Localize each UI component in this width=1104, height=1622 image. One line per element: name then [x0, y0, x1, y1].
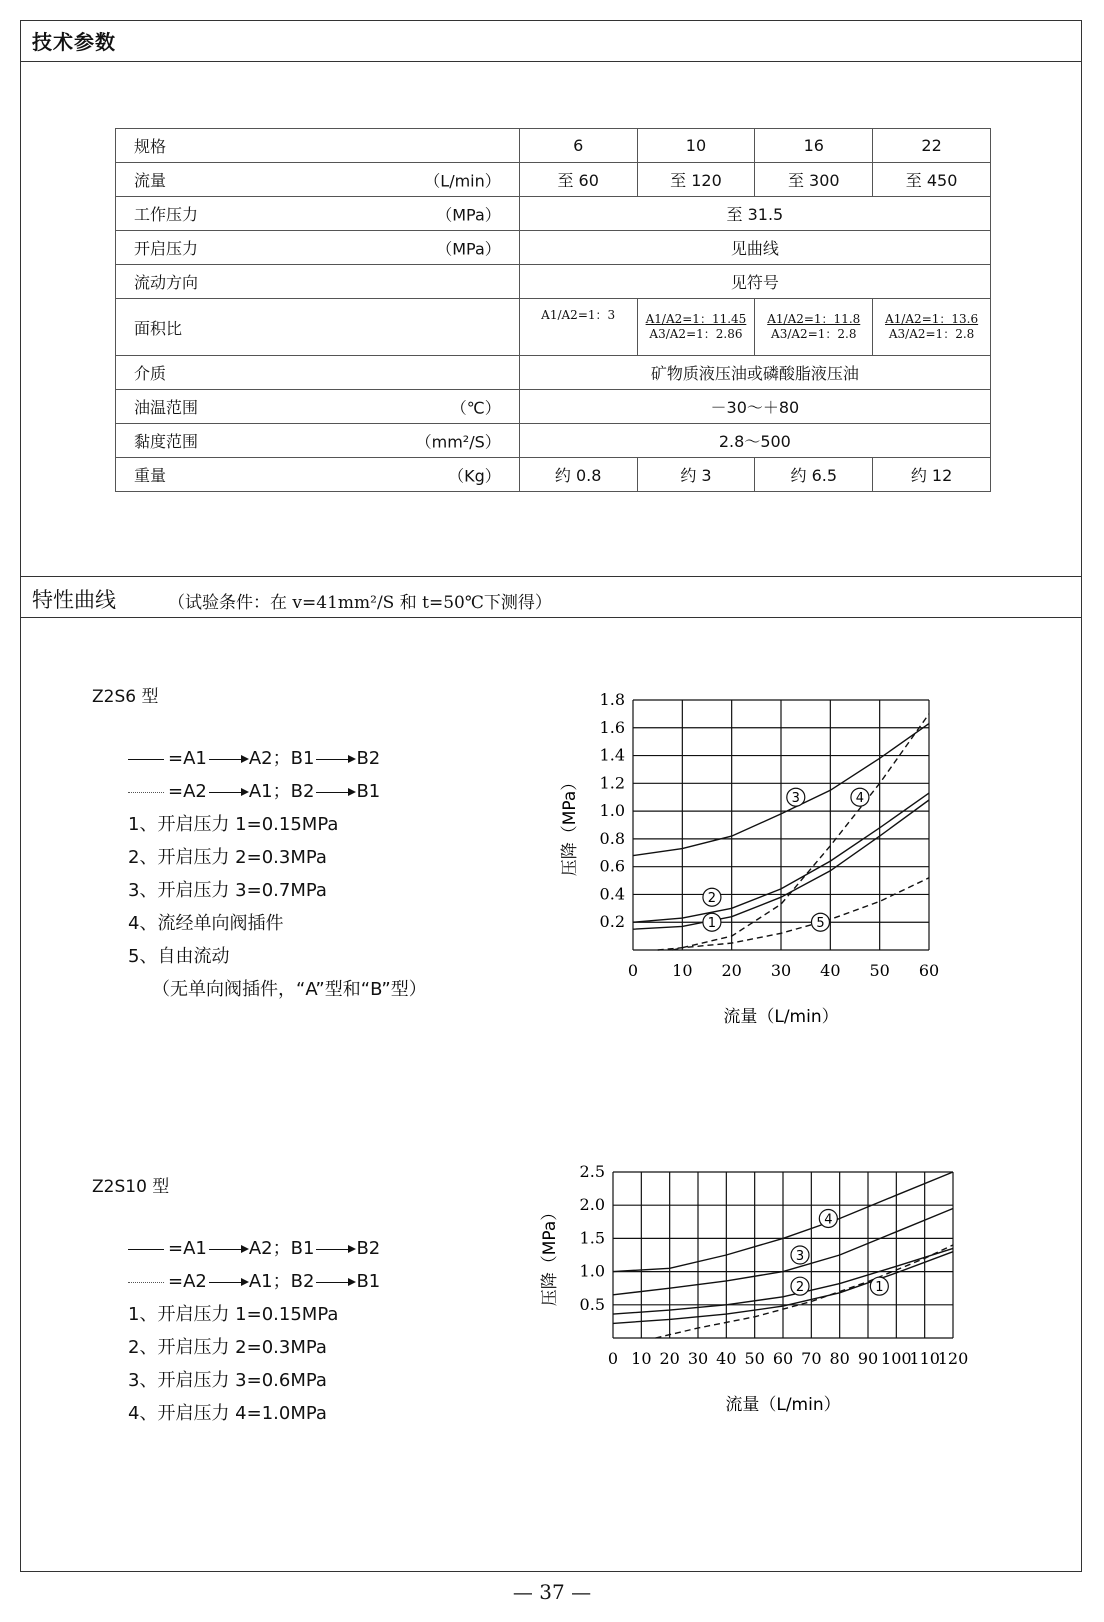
row-label: 流动方向	[116, 265, 520, 299]
arrow-icon	[209, 792, 247, 793]
y-tick-label: 1.0	[579, 1261, 605, 1281]
legend-text: A1；B2	[248, 1271, 315, 1292]
series-line	[658, 878, 929, 950]
value-cell	[873, 299, 991, 356]
label-text: 开启压力	[134, 239, 199, 258]
value-cell: 至 120	[637, 163, 755, 197]
table-row	[116, 231, 991, 265]
label-text: 工作压力	[134, 205, 199, 224]
curve-label: 2	[707, 891, 717, 907]
chart-z2s10	[535, 1162, 1005, 1492]
test-conditions: （试验条件：在 v=41mm²/S 和 t=50℃下测得）	[168, 593, 552, 613]
arrow-icon	[316, 1249, 354, 1250]
value-cell: 约 6.5	[755, 458, 873, 492]
solid-line-sample	[128, 1249, 164, 1250]
legend-text: B1	[356, 781, 381, 802]
x-tick-label: 120	[937, 1349, 969, 1368]
unit-text: （mm²/S）	[415, 432, 501, 451]
x-tick-label: 40	[716, 1349, 737, 1368]
y-tick-label: 0.6	[599, 856, 625, 876]
size-cell: 6	[519, 129, 637, 163]
x-tick-label: 20	[721, 961, 742, 980]
x-tick-label: 90	[857, 1349, 879, 1368]
y-tick-label: 1.8	[599, 690, 625, 709]
y-tick-label: 1.0	[599, 801, 625, 821]
table-row	[116, 424, 991, 458]
value-cell: 约 12	[873, 458, 991, 492]
legend-text: A2；B1	[248, 1238, 315, 1259]
legend-item: 5、自由流动	[128, 946, 230, 967]
value-cell: 至 450	[873, 163, 991, 197]
y-tick-label: 0.4	[599, 884, 625, 904]
arrow-icon	[316, 792, 354, 793]
label-text: 流量	[134, 171, 167, 190]
value-cell: 约 0.8	[519, 458, 637, 492]
size-cell: 10	[637, 129, 755, 163]
x-tick-label: 80	[829, 1349, 850, 1368]
x-tick-label: 70	[801, 1349, 822, 1368]
section-header-curves	[20, 576, 1082, 618]
solid-line-sample	[128, 759, 164, 760]
y-tick-label: 0.5	[579, 1294, 605, 1314]
x-tick-label: 0	[607, 1349, 619, 1368]
table-row	[116, 163, 991, 197]
arrow-icon	[316, 1282, 354, 1283]
row-label	[116, 424, 520, 458]
unit-text: （Kg）	[448, 466, 501, 485]
legend-item: 1、开启压力 1=0.15MPa	[128, 1304, 339, 1325]
x-tick-label: 40	[820, 961, 841, 980]
dotted-line-sample	[128, 792, 164, 793]
table-row	[116, 299, 991, 356]
unit-text: （L/min）	[424, 171, 501, 190]
area-ratio-text: A3/A2=1：2.8	[888, 327, 975, 341]
value-cell: 至 300	[755, 163, 873, 197]
table-row	[116, 129, 991, 163]
value-cell: 2.8～500	[519, 424, 990, 458]
legend-z2s10	[128, 1232, 380, 1430]
curve-label: 3	[795, 1249, 805, 1264]
legend-text: =A1	[168, 748, 207, 769]
x-tick-label: 10	[631, 1349, 652, 1368]
size-cell: 22	[873, 129, 991, 163]
table-row	[116, 356, 991, 390]
value-cell: 至 60	[519, 163, 637, 197]
row-label	[116, 163, 520, 197]
row-label	[116, 390, 520, 424]
section-header-tech-params	[20, 20, 1082, 62]
legend-item: 2、开启压力 2=0.3MPa	[128, 847, 327, 868]
value-cell	[637, 299, 755, 356]
value-cell: 至 31.5	[519, 197, 990, 231]
area-ratio-text: A3/A2=1：2.86	[649, 327, 743, 341]
curve-label: 1	[875, 1280, 884, 1296]
curve-label: 4	[824, 1212, 833, 1228]
row-label	[116, 231, 520, 265]
area-ratio-text: A1/A2=1：13.6	[885, 312, 979, 326]
spec-table	[115, 128, 991, 492]
legend-item: （无单向阀插件，“A”型和“B”型）	[152, 979, 427, 1000]
y-tick-label: 1.2	[599, 773, 625, 793]
legend-text: B1	[356, 1271, 381, 1292]
curve-label: 1	[707, 916, 717, 932]
table-row	[116, 265, 991, 299]
x-tick-label: 50	[744, 1349, 765, 1368]
arrow-icon	[209, 759, 247, 760]
unit-text: （MPa）	[436, 239, 501, 258]
value-cell	[519, 299, 637, 356]
label-text: 黏度范围	[134, 432, 199, 451]
arrow-icon	[209, 1249, 247, 1250]
area-ratio-text: A1/A2=1：11.45	[645, 312, 747, 326]
x-tick-label: 50	[869, 961, 890, 980]
y-axis-label: 压降（MPa）	[560, 773, 580, 877]
legend-text: B2	[356, 748, 381, 769]
value-cell: 见符号	[519, 265, 990, 299]
x-tick-label: 100	[881, 1349, 912, 1368]
label-text: 油温范围	[134, 398, 199, 417]
legend-text: =A2	[168, 781, 207, 802]
curve-label: 2	[795, 1280, 805, 1296]
model-title: Z2S6 型	[92, 687, 159, 707]
y-axis-label: 压降（MPa）	[540, 1203, 560, 1307]
legend-item: 4、流经单向阀插件	[128, 913, 284, 934]
x-tick-label: 0	[627, 961, 639, 980]
x-tick-label: 60	[772, 1349, 794, 1368]
legend-item: 3、开启压力 3=0.7MPa	[128, 880, 327, 901]
legend-text: =A1	[168, 1238, 207, 1259]
table-row	[116, 458, 991, 492]
unit-text: （℃）	[450, 398, 501, 417]
y-tick-label: 0.2	[599, 912, 625, 932]
row-label: 面积比	[116, 299, 520, 356]
curve-label: 3	[791, 791, 800, 807]
table-row	[116, 197, 991, 231]
section-title: 技术参数	[32, 30, 116, 54]
dotted-line-sample	[128, 1282, 164, 1283]
value-cell	[755, 299, 873, 356]
unit-text: （MPa）	[436, 205, 501, 224]
x-tick-label: 20	[659, 1349, 680, 1368]
size-cell: 16	[755, 129, 873, 163]
arrow-icon	[316, 759, 354, 760]
arrow-icon	[209, 1282, 247, 1283]
value-cell: 矿物质液压油或磷酸脂液压油	[519, 356, 990, 390]
legend-solid-line	[128, 742, 427, 775]
legend-item: 2、开启压力 2=0.3MPa	[128, 1337, 327, 1358]
value-cell: 约 3	[637, 458, 755, 492]
y-tick-label: 1.4	[599, 745, 625, 765]
page-number: — 37 —	[512, 1580, 592, 1604]
area-ratio-text: A3/A2=1：2.8	[771, 327, 857, 341]
legend-text: =A2	[168, 1271, 207, 1292]
x-tick-label: 30	[770, 961, 792, 980]
y-tick-label: 2.5	[579, 1162, 605, 1181]
area-ratio-text: A1/A2=1：11.8	[767, 312, 861, 326]
legend-text: A2；B1	[248, 748, 315, 769]
chart-z2s6	[560, 690, 985, 1060]
model-title: Z2S10 型	[92, 1177, 170, 1197]
legend-item: 3、开启压力 3=0.6MPa	[128, 1370, 327, 1391]
value-cell: －30～＋80	[519, 390, 990, 424]
row-label: 介质	[116, 356, 520, 390]
section-title: 特性曲线	[32, 588, 116, 612]
row-label: 规格	[116, 129, 520, 163]
x-axis-label: 流量（L/min）	[725, 1395, 841, 1415]
x-axis-label: 流量（L/min）	[723, 1007, 839, 1027]
row-label	[116, 458, 520, 492]
table-row	[116, 390, 991, 424]
curve-label: 5	[816, 916, 825, 932]
legend-solid-line	[128, 1232, 380, 1265]
x-tick-label: 60	[918, 961, 940, 980]
y-tick-label: 1.6	[599, 717, 625, 737]
legend-dotted-line	[128, 1265, 380, 1298]
legend-item: 4、开启压力 4=1.0MPa	[128, 1403, 327, 1424]
row-label	[116, 197, 520, 231]
legend-dotted-line	[128, 775, 427, 808]
legend-z2s6	[128, 742, 427, 1006]
x-tick-label: 110	[909, 1349, 940, 1368]
x-tick-label: 10	[672, 961, 693, 980]
label-text: 重量	[134, 466, 167, 485]
value-cell: 见曲线	[519, 231, 990, 265]
curve-label: 4	[855, 791, 865, 807]
y-tick-label: 0.8	[599, 828, 625, 848]
y-tick-label: 2.0	[579, 1195, 605, 1215]
legend-text: B2	[356, 1238, 381, 1259]
y-tick-label: 1.5	[579, 1228, 605, 1248]
legend-item: 1、开启压力 1=0.15MPa	[128, 814, 339, 835]
area-ratio-text: A1/A2=1：3	[541, 308, 616, 322]
legend-text: A1；B2	[248, 781, 315, 802]
x-tick-label: 30	[687, 1349, 709, 1368]
